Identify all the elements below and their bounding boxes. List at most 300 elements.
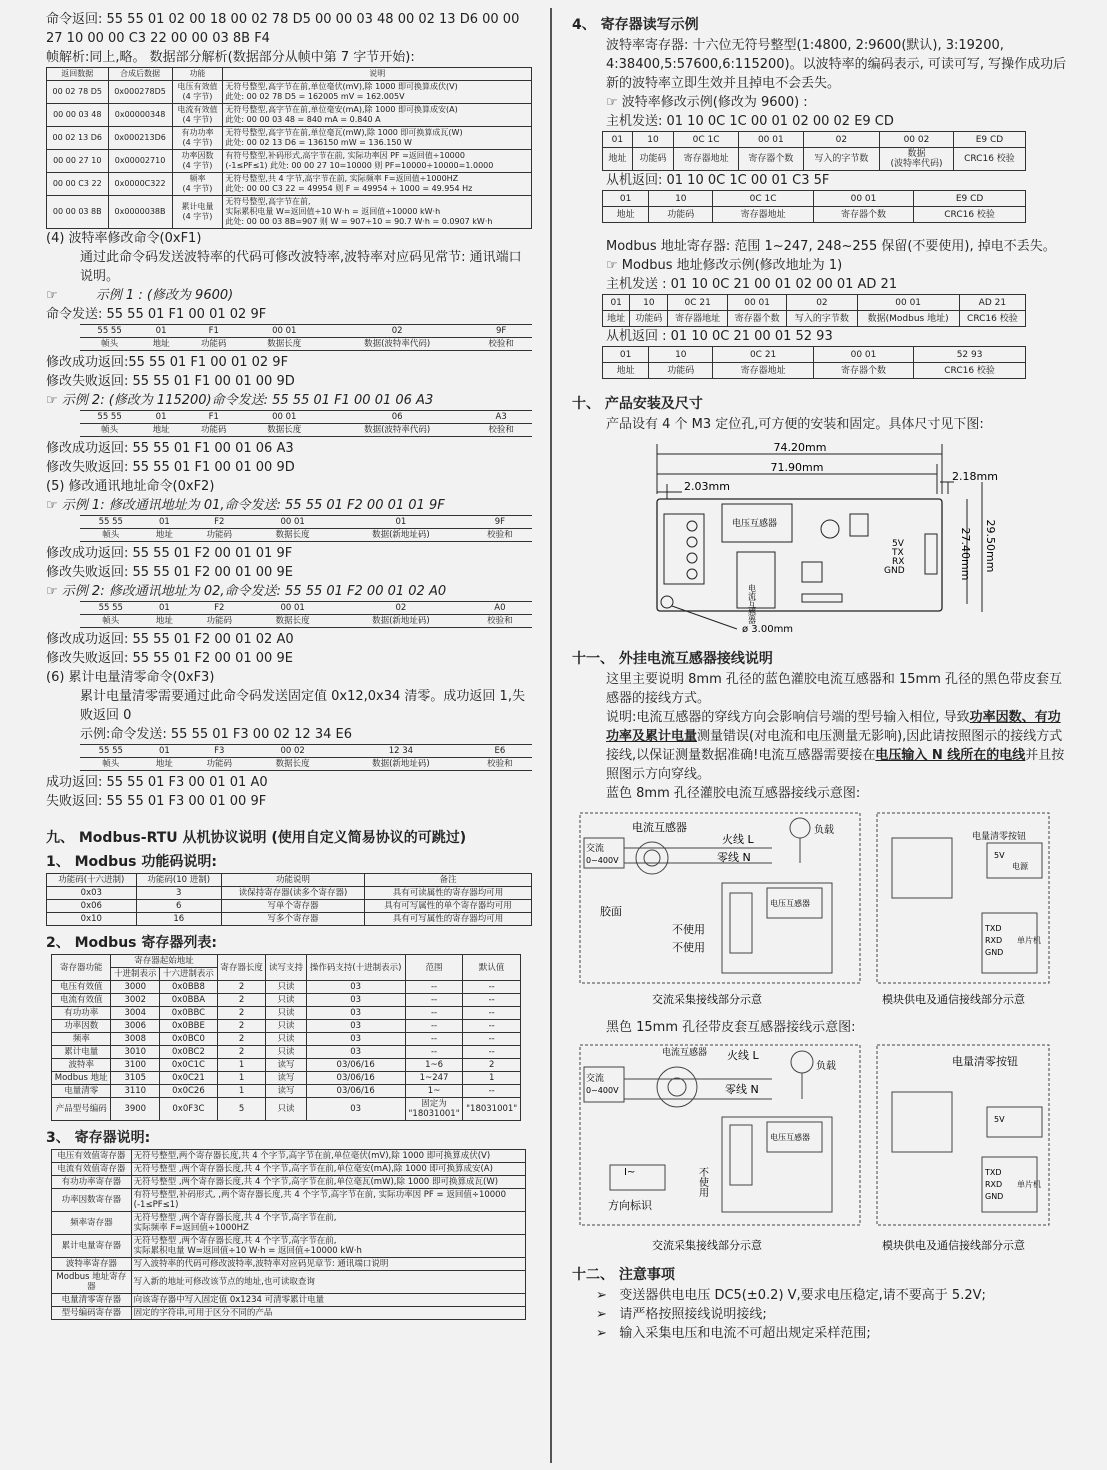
table-row: [603, 207, 1026, 223]
current-label: I~: [624, 1167, 636, 1178]
frame-table-d: [80, 601, 532, 628]
table-cell: --: [463, 1007, 521, 1020]
frame-table-b: [80, 410, 532, 437]
table-cell: F3: [187, 745, 251, 758]
vt-label: 电压互感器: [770, 899, 810, 908]
table-cell: 数据长度: [251, 758, 334, 771]
fire-label: 火线 L: [722, 833, 754, 846]
table-cell: 读写支持: [266, 955, 306, 981]
table-cell: E9 CD: [914, 191, 1026, 207]
table-row: [47, 913, 532, 926]
table-cell: 功能码: [632, 148, 673, 171]
s11-p2: 说明:电流互感器的穿线方向会影响信号端的型号输入相位, 导致功率因数、有功功率及累计电量测量错误(对电流和电压测量无影响),因此请按照图示的接线方式接线,以保证测量数据准确!电流互感器需要接在电压输入 N 线所在的电线并且按照图示方向穿线。: [606, 710, 1065, 782]
table-row: [52, 1176, 526, 1189]
s4-title: (4) 波特率修改命令(0xF1): [46, 231, 202, 246]
table-cell: 55 55: [80, 411, 139, 424]
table-cell: 读保持寄存器(读多个寄存器): [221, 887, 364, 900]
table-cell: CRC16 校验: [914, 207, 1026, 223]
table-row: [52, 1098, 521, 1121]
table-cell: 01: [603, 191, 649, 207]
table-cell: 01: [142, 602, 188, 615]
table-cell: 有功功率寄存器: [52, 1176, 132, 1189]
table-row: [80, 529, 532, 542]
table-cell: 00 02: [880, 132, 954, 148]
table-cell: 合成后数据: [108, 68, 172, 81]
s6-title: (6) 累计电量清零命令(0xF3): [46, 670, 215, 685]
s6-fail: 失败返回: 55 55 01 F3 00 01 00 9F: [46, 794, 267, 809]
reg-frame-1: [602, 131, 1026, 171]
table-cell: 00 01: [251, 516, 334, 529]
table-cell: 16: [136, 913, 221, 926]
table-cell: 01: [603, 295, 630, 311]
dim-w1: 74.20mm: [773, 441, 827, 454]
table-cell: 10: [632, 132, 673, 148]
table-cell: 2: [217, 1020, 266, 1033]
s6-ok: 成功返回: 55 55 01 F3 00 01 01 A0: [46, 775, 268, 790]
caption-power: 模块供电及通信接线部分示意: [882, 993, 1025, 1006]
table-cell: 数据长度: [245, 338, 324, 351]
table-cell: E9 CD: [953, 132, 1025, 148]
wiring-diagram-1: [572, 803, 1072, 1018]
table-cell: 只读: [266, 1046, 306, 1059]
table-cell: 00 01: [245, 411, 324, 424]
pin-tx: TX: [892, 548, 904, 558]
table-row: [80, 602, 532, 615]
right-column: [572, 10, 1072, 1343]
table-cell: 9F: [470, 325, 532, 338]
table-cell: 数据长度: [245, 424, 324, 437]
table-row: [52, 1258, 526, 1271]
frame-table-e: [80, 744, 532, 771]
dim-hole: ø 3.00mm: [742, 624, 794, 635]
table-cell: 03: [306, 1033, 405, 1046]
table-cell: 频率: [52, 1033, 111, 1046]
table-cell: 01: [142, 516, 188, 529]
table-cell: 功能码: [630, 311, 668, 327]
table-cell: 0C 21: [668, 295, 727, 311]
table-cell: 0x0BBC: [160, 1007, 218, 1020]
table-cell: 寄存器地址: [713, 363, 813, 379]
table-cell: 操作码支持(十进制表示): [306, 955, 405, 981]
s11-fig1-title: 蓝色 8mm 孔径灌胶电流互感器接线示意图:: [606, 786, 861, 801]
dir-label: 方向标识: [608, 1199, 652, 1212]
table-cell: 0x0C26: [160, 1085, 218, 1098]
table-cell: 寄存器地址: [674, 148, 739, 171]
notes-list: [572, 1286, 1072, 1343]
table-row: [47, 150, 532, 173]
table-cell: 功能码: [187, 758, 251, 771]
table-row: [603, 347, 1026, 363]
table-cell: 02: [787, 295, 857, 311]
table-row: [52, 1189, 526, 1212]
table-cell: 01: [603, 132, 633, 148]
table-cell: 寄存器功能: [52, 955, 111, 981]
table-cell: 3110: [111, 1085, 160, 1098]
table-cell: 校验和: [468, 529, 532, 542]
table-row: [52, 1307, 526, 1320]
table-cell: 12 34: [334, 745, 468, 758]
func-code-table: [46, 873, 532, 926]
table-cell: 3000: [111, 981, 160, 994]
s10-title: 十、 产品安装及尺寸: [572, 396, 703, 412]
s5-ex2: 示例 2: 修改通讯地址为 02,命令发送: 55 55 01 F2 00 01 02 A0: [61, 584, 447, 599]
table-cell: 电压有效值寄存器: [52, 1150, 132, 1163]
s6-desc: 累计电量清零需要通过此命令码发送固定值 0x12,0x34 清零。成功返回 1,失败返回 0: [80, 689, 525, 723]
baud-ex: 波特率修改示例(修改为 9600) :: [621, 95, 808, 110]
load-label: 负载: [814, 825, 834, 836]
table-cell: --: [405, 1007, 463, 1020]
caption2-power: 模块供电及通信接线部分示意: [882, 1239, 1025, 1252]
table-cell: 01: [603, 347, 649, 363]
table-row: [52, 1072, 521, 1085]
table-row: [47, 887, 532, 900]
table-cell: 0x000213D6: [108, 127, 172, 150]
table-cell: 3010: [111, 1046, 160, 1059]
table-row: [52, 1163, 526, 1176]
table-cell: 6: [136, 900, 221, 913]
table-row: [52, 1033, 521, 1046]
table-cell: 型号编码寄存器: [52, 1307, 132, 1320]
dim-h1: 27.40mm: [959, 527, 972, 581]
table-cell: 00 00 27 10: [47, 150, 109, 173]
table-cell: 0C 1C: [674, 132, 739, 148]
table-cell: 00 01: [738, 132, 803, 148]
table-cell: 固定的字符串,可用于区分不同的产品: [131, 1307, 525, 1320]
table-cell: 有符号整型,补码形式,高字节在前, 实际功率因 PF =返回值÷10000 (-1≤PF≤1) 此处: 00 00 27 10=10000 则 PF=10000÷10000=1.0000: [223, 150, 532, 173]
table-cell: 地址: [603, 363, 649, 379]
table-cell: 02: [324, 325, 470, 338]
table-cell: --: [405, 1020, 463, 1033]
table-cell: --: [405, 994, 463, 1007]
arrow-icon: ➢: [596, 1288, 607, 1303]
table-cell: 0x0BBA: [160, 994, 218, 1007]
zero2-label: 零线 N: [725, 1083, 759, 1096]
table-cell: 读写: [266, 1072, 306, 1085]
table-cell: 2: [217, 994, 266, 1007]
table-cell: 无符号整型,高字节在前,单位毫伏(mV),除 1000 即可换算成伏(V) 此处: 00 02 78 D5 = 162005 mV = 162.005V: [223, 81, 532, 104]
table-cell: A0: [468, 602, 532, 615]
table-cell: 固定为 "18031001": [405, 1098, 463, 1121]
zero-label: 零线 N: [717, 851, 751, 864]
table-cell: 0x06: [47, 900, 137, 913]
s9-3-title: 3、 寄存器说明:: [46, 1130, 151, 1146]
table-cell: 无符号整型,两个寄存器长度,共 4 个字节,高字节在前,单位毫伏(mV),除 1000 即可换算成伏(V): [131, 1150, 525, 1163]
table-cell: 3100: [111, 1059, 160, 1072]
table-cell: 03/06/16: [306, 1072, 405, 1085]
s11-title: 十一、 外挂电流互感器接线说明: [572, 651, 773, 667]
table-cell: 1: [463, 1072, 521, 1085]
table-row: [80, 615, 532, 628]
table-cell: 电流有效值 (4 字节): [172, 104, 223, 127]
ct-label: 电流互感器: [632, 821, 687, 834]
table-cell: 00 01: [727, 295, 786, 311]
table-cell: 读写: [266, 1059, 306, 1072]
gnd2-label: GND: [985, 1192, 1004, 1201]
table-cell: 0x00000348: [108, 104, 172, 127]
table-cell: 寄存器地址: [668, 311, 727, 327]
table-row: [47, 127, 532, 150]
note-item: 变送器供电电压 DC5(±0.2) V,要求电压稳定,请不要高于 5.2V;: [619, 1288, 986, 1303]
table-cell: 55 55: [80, 602, 142, 615]
table-row: [47, 874, 532, 887]
fire2-label: 火线 L: [727, 1049, 759, 1062]
table-cell: 55 55: [80, 516, 142, 529]
range2-label: 0~400V: [586, 1086, 619, 1095]
table-cell: 3900: [111, 1098, 160, 1121]
s5-title: (5) 修改通讯地址命令(0xF2): [46, 479, 215, 494]
table-cell: 0x10: [47, 913, 137, 926]
table-cell: 0x0000038B: [108, 196, 172, 229]
pin-5v: 5V: [892, 539, 904, 549]
table-cell: 01: [142, 745, 188, 758]
table-cell: 地址: [142, 615, 188, 628]
table-cell: 数据长度: [251, 615, 334, 628]
table-cell: 数据(波特率代码): [324, 424, 470, 437]
table-cell: 写入新的地址可修改该节点的地址,也可读取查询: [131, 1271, 525, 1294]
skin-label: 胶面: [600, 905, 622, 918]
pin-gnd: GND: [884, 566, 905, 576]
table-cell: 功能说明: [221, 874, 364, 887]
s5-fail1: 修改失败返回: 55 55 01 F2 00 01 00 9E: [46, 565, 293, 580]
table-row: [52, 1007, 521, 1020]
dim-left: 2.03mm: [684, 480, 730, 493]
table-row: [52, 1046, 521, 1059]
pwr3-label: 5V: [994, 1115, 1005, 1124]
table-cell: 0x0BC2: [160, 1046, 218, 1059]
dim-w2: 71.90mm: [770, 461, 824, 474]
table-cell: 功能码(十六进制): [47, 874, 137, 887]
arrow-icon: ➢: [596, 1326, 607, 1341]
table-cell: 寄存器个数: [813, 207, 913, 223]
table-row: [52, 1059, 521, 1072]
mcu2-label: 单片机: [1017, 1180, 1041, 1189]
table-cell: --: [405, 1033, 463, 1046]
host-send-2: 主机发送 : 01 10 0C 21 00 01 02 00 01 AD 21: [606, 277, 898, 292]
table-cell: Modbus 地址寄存器: [52, 1271, 132, 1294]
table-cell: 写入波特率的代码可修改波特率,波特率对应码见章节: 通讯端口说明: [131, 1258, 525, 1271]
table-cell: 0C 21: [713, 347, 813, 363]
table-cell: 3004: [111, 1007, 160, 1020]
table-cell: 有功功率: [52, 1007, 111, 1020]
table-cell: --: [405, 1046, 463, 1059]
table-cell: 写入的字节数: [787, 311, 857, 327]
table-row: [603, 363, 1026, 379]
table-cell: 2: [217, 1046, 266, 1059]
table-row: [603, 311, 1026, 327]
table-cell: 只读: [266, 1098, 306, 1121]
table-cell: 电压有效值 (4 字节): [172, 81, 223, 104]
table-cell: 电量清零寄存器: [52, 1294, 132, 1307]
ct2-label: 电流互感器: [662, 1048, 708, 1058]
caption-ac: 交流采集接线部分示意: [652, 993, 762, 1006]
table-row: [52, 1085, 521, 1098]
table-row: [52, 1294, 526, 1307]
table-cell: 3105: [111, 1072, 160, 1085]
caption2-ac: 交流采集接线部分示意: [652, 1239, 762, 1252]
clear-button-label-2: 电量清零按钮: [952, 1055, 1018, 1068]
table-cell: 帧头: [80, 758, 142, 771]
table-row: [52, 981, 521, 994]
table-cell: 有符号整型,补码形式, ,两个寄存器长度,共 4 个字节,高字节在前, 实际功率因 PF = 返回值÷10000 (-1≤PF≤1): [131, 1189, 525, 1212]
table-row: [80, 325, 532, 338]
table-cell: 功能码: [649, 207, 713, 223]
table-cell: 数据(Modbus 地址): [857, 311, 959, 327]
table-cell: 02: [334, 602, 468, 615]
table-row: [603, 148, 1026, 171]
table-row: [47, 196, 532, 229]
table-cell: 校验和: [468, 758, 532, 771]
table-cell: 00 00 03 8B: [47, 196, 109, 229]
s5-ex1: 示例 1: 修改通讯地址为 01,命令发送: 55 55 01 F2 00 01 01 9F: [61, 498, 445, 513]
table-cell: 0x0C1C: [160, 1059, 218, 1072]
rxd-label: RXD: [985, 936, 1003, 945]
table-cell: 电流有效值: [52, 994, 111, 1007]
table-cell: E6: [468, 745, 532, 758]
s11-fig2-title: 黑色 15mm 孔径带皮套互感器接线示意图:: [606, 1020, 856, 1035]
table-cell: Modbus 地址: [52, 1072, 111, 1085]
board-ct: 电流互感器: [747, 584, 757, 624]
txd-label: TXD: [985, 924, 1002, 933]
table-cell: --: [463, 994, 521, 1007]
table-cell: 返回数据: [47, 68, 109, 81]
table-cell: --: [463, 1085, 521, 1098]
table-cell: 寄存器个数: [727, 311, 786, 327]
s12-title: 十二、 注意事项: [572, 1267, 675, 1283]
table-cell: 只读: [266, 1007, 306, 1020]
table-cell: 00 02 13 D6: [47, 127, 109, 150]
table-cell: 地址: [142, 529, 188, 542]
load2-label: 负载: [816, 1061, 836, 1072]
table-cell: 帧头: [80, 424, 139, 437]
table-cell: 数据(新地址码): [334, 615, 468, 628]
table-row: [52, 994, 521, 1007]
table-cell: 写入的字节数: [803, 148, 879, 171]
table-cell: 无符号整型,高字节在前,单位毫安(mA),除 1000 即可换算成安(A) 此处: 00 00 03 48 = 840 mA = 0.840 A: [223, 104, 532, 127]
table-cell: A3: [470, 411, 532, 424]
table-cell: 说明: [223, 68, 532, 81]
table-cell: 00 01: [813, 347, 913, 363]
table-cell: 只读: [266, 981, 306, 994]
table-cell: 5: [217, 1098, 266, 1121]
parse-table: [46, 67, 532, 229]
table-cell: 1~: [405, 1085, 463, 1098]
table-cell: 1: [217, 1072, 266, 1085]
table-cell: 3008: [111, 1033, 160, 1046]
table-cell: 无符号整型 ,两个寄存器长度,共 4 个字节,高字节在前, 实际累积电量 W=返回值÷10 W·h = 返回值÷10000 kW·h: [131, 1235, 525, 1258]
table-cell: 01: [139, 411, 183, 424]
table-cell: 03: [306, 981, 405, 994]
table-cell: 校验和: [468, 615, 532, 628]
unused-label-2: 不使用: [672, 941, 705, 954]
frame-table-a: [80, 324, 532, 351]
table-cell: 十六进制表示: [160, 968, 218, 981]
table-row: [80, 411, 532, 424]
addr-text: Modbus 地址寄存器: 范围 1~247, 248~255 保留(不要使用), 掉电不丢失。: [606, 239, 1056, 254]
table-cell: 03: [306, 1098, 405, 1121]
table-cell: 寄存器长度: [217, 955, 266, 981]
table-row: [80, 424, 532, 437]
frame-parse: 帧解析:同上,略。 数据部分解析(数据部分从帧中第 7 字节开始):: [46, 50, 415, 65]
clear-button-label: 电量清零按钮: [972, 832, 1027, 842]
ex1-label: 示例 1 : (修改为 9600): [95, 288, 234, 303]
table-cell: 03: [306, 1007, 405, 1020]
table-cell: 具有可写属性的单个寄存器均可用: [365, 900, 532, 913]
register-desc-table: [51, 1149, 526, 1320]
table-cell: 频率寄存器: [52, 1212, 132, 1235]
table-row: [47, 173, 532, 196]
hand-icon: ☞: [46, 584, 58, 599]
table-cell: CRC16 校验: [959, 311, 1025, 327]
table-cell: 1: [217, 1059, 266, 1072]
range-label: 0~400V: [586, 856, 619, 865]
table-cell: 无符号整型 ,两个寄存器长度,共 4 个字节,高字节在前,单位毫瓦(mW),除 1000 即可换算成瓦(W): [131, 1176, 525, 1189]
register-table: [51, 954, 521, 1121]
table-cell: 频率 (4 字节): [172, 173, 223, 196]
table-cell: 3002: [111, 994, 160, 1007]
table-cell: 地址: [603, 311, 630, 327]
table-cell: 03: [306, 1020, 405, 1033]
slave-ret-1: 从机返回: 01 10 0C 1C 00 01 C3 5F: [606, 173, 830, 188]
table-cell: 电流有效值寄存器: [52, 1163, 132, 1176]
table-cell: 06: [324, 411, 470, 424]
table-cell: 只读: [266, 1020, 306, 1033]
s5-ok2: 修改成功返回: 55 55 01 F2 00 01 02 A0: [46, 632, 294, 647]
table-cell: 00 01: [245, 325, 324, 338]
table-cell: 55 55: [80, 325, 139, 338]
table-cell: 波特率: [52, 1059, 111, 1072]
table-cell: 十进制表示: [111, 968, 160, 981]
hand-icon: ☞: [46, 498, 58, 513]
table-cell: 地址: [139, 424, 183, 437]
table-cell: 电压有效值: [52, 981, 111, 994]
table-cell: 2: [463, 1059, 521, 1072]
frame-table-c: [80, 515, 532, 542]
table-cell: 0x0BBE: [160, 1020, 218, 1033]
table-cell: 03/06/16: [306, 1085, 405, 1098]
table-row: [47, 81, 532, 104]
table-cell: 校验和: [470, 338, 532, 351]
table-cell: 2: [217, 1007, 266, 1020]
wiring-diagram-2: [572, 1037, 1072, 1262]
table-cell: 功能码: [649, 363, 713, 379]
s9-1-title: 1、 Modbus 功能码说明:: [46, 854, 217, 870]
table-cell: 00 02 78 D5: [47, 81, 109, 104]
addr-ex: Modbus 地址修改示例(修改地址为 1): [621, 258, 843, 273]
s11-p1: 这里主要说明 8mm 孔径的蓝色灌胶电流互感器和 15mm 孔径的黑色带皮套互感器的接线方式。: [606, 672, 1062, 706]
column-divider: [550, 8, 552, 1463]
table-cell: 无符号整型 ,两个寄存器长度,共 4 个字节,高字节在前, 实际频率 F=返回值÷1000HZ: [131, 1212, 525, 1235]
table-cell: 功能码: [183, 338, 245, 351]
table-cell: 功能码: [187, 615, 251, 628]
table-row: [603, 191, 1026, 207]
table-cell: 地址: [603, 207, 649, 223]
table-cell: 01: [334, 516, 468, 529]
table-cell: 具有可读属性的寄存器均可用: [365, 887, 532, 900]
hand-icon: ☞: [46, 393, 58, 408]
pwr-label: 5V: [994, 851, 1005, 860]
table-cell: 03: [306, 994, 405, 1007]
table-cell: 数据(波特率代码): [324, 338, 470, 351]
table-cell: 0C 1C: [713, 191, 813, 207]
table-cell: 数据长度: [251, 529, 334, 542]
table-cell: 只读: [266, 994, 306, 1007]
table-cell: 3006: [111, 1020, 160, 1033]
table-cell: 10: [649, 347, 713, 363]
dim-top: 2.18mm: [952, 470, 998, 483]
table-row: [52, 1235, 526, 1258]
table-cell: 数据(新地址码): [334, 758, 468, 771]
table-cell: --: [405, 981, 463, 994]
